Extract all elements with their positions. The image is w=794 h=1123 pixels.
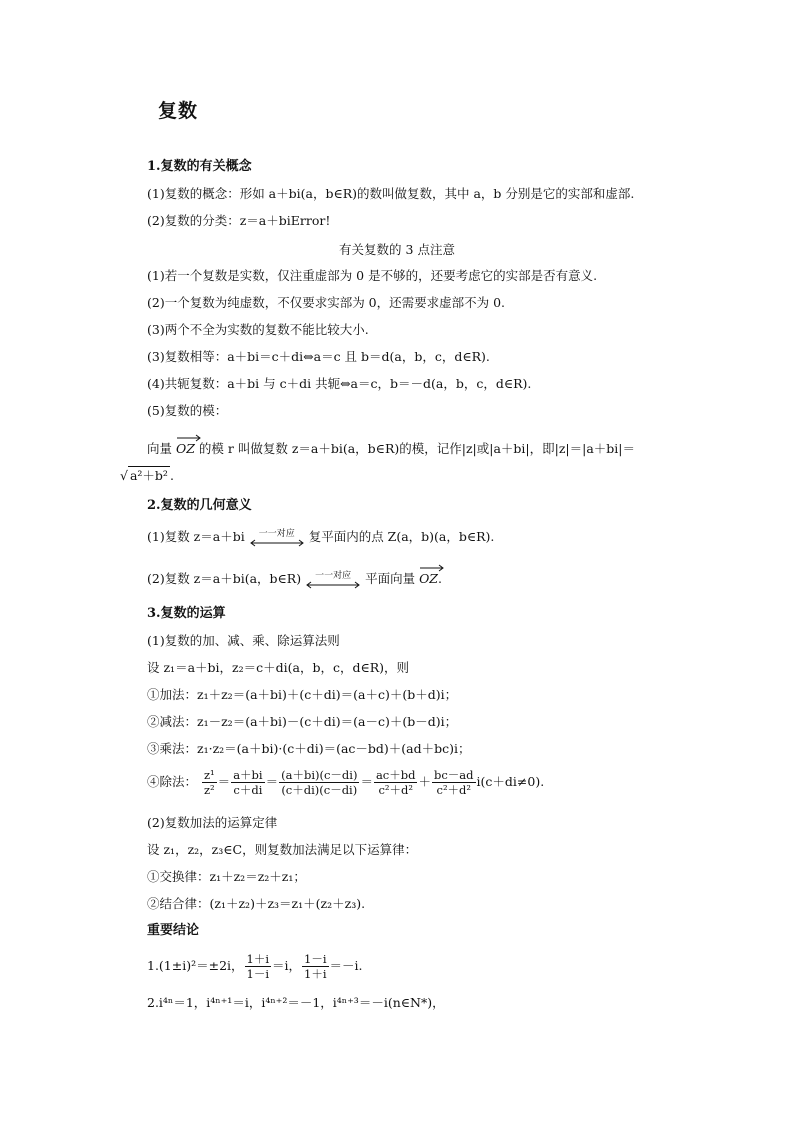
formula-div: ④除法： $\frac{\text{z¹}}{\text{z²}}$ ＝ $\frac{a+bi}{c+di}$ ＝ $\frac{(a+bi)(c-di)}{(c+di)(c-di)}$ ＝ $\frac{ac+bd}{\text{c²＋d²}}$ ＋ $\frac{bc-ad}{\text{c²＋d²}}$ i(c＋di≠0). bbox=[147, 768, 545, 797]
paragraph: (1)复数的概念：形如 a＋bi(a，b∈R)的数叫做复数，其中 a，b 分别是它的实部和虚部. bbox=[147, 186, 635, 201]
text-fragment: 复平面内的点 Z(a，b)(a，b∈R). bbox=[308, 529, 495, 544]
section-heading-3: 3.复数的运算 bbox=[147, 606, 226, 621]
arrow-label: 一一对应 bbox=[315, 570, 352, 581]
paragraph: (1)复数的加、减、乘、除运算法则 bbox=[147, 633, 340, 648]
conclusion-2: 2.i⁴ⁿ＝1，i⁴ⁿ⁺¹＝i，i⁴ⁿ⁺²＝－1，i⁴ⁿ⁺³＝－i(n∈N*)， bbox=[147, 995, 445, 1010]
vector-oz bbox=[419, 564, 438, 588]
page-title: 复数 bbox=[158, 100, 199, 122]
fraction: $\frac{bc-ad}{\text{c²＋d²}}$ bbox=[434, 768, 474, 797]
paragraph: (4)共轭复数：a＋bi 与 c＋di 共轭⇔a＝c，b＝－d(a，b，c，d∈R). bbox=[147, 376, 532, 391]
sqrt-content: a²＋b² bbox=[129, 468, 168, 483]
text-fragment: . bbox=[438, 571, 442, 586]
section-heading-2: 2.复数的几何意义 bbox=[147, 498, 252, 513]
section-heading-1: 1.复数的有关概念 bbox=[147, 159, 252, 174]
section-heading-4: 重要结论 bbox=[147, 923, 200, 938]
correspondence-arrow bbox=[305, 571, 361, 589]
law-associative: ②结合律：(z₁＋z₂)＋z₃＝z₁＋(z₂＋z₃). bbox=[147, 896, 366, 911]
text-fragment: ④除法： bbox=[147, 774, 198, 789]
vector-arrow-icon bbox=[176, 434, 202, 442]
text-fragment: i(c＋di≠0). bbox=[476, 774, 545, 789]
fraction: $\frac{1-i}{1+i}$ bbox=[304, 952, 327, 981]
text-fragment: 向量 bbox=[147, 441, 173, 456]
text-fragment: ＝－i. bbox=[329, 958, 363, 973]
note-item: (3)两个不全为实数的复数不能比较大小. bbox=[147, 322, 369, 337]
double-arrow-icon bbox=[249, 539, 305, 547]
text-fragment: 1.(1±i)²＝±2i， bbox=[147, 958, 244, 973]
fraction: $\frac{1+i}{1-i}$ bbox=[246, 952, 270, 981]
fraction: $\frac{a+bi}{c+di}$ bbox=[233, 768, 263, 797]
vector-label: OZ bbox=[419, 571, 438, 586]
correspondence-arrow bbox=[249, 529, 305, 547]
note-item: (1)若一个复数是实数，仅注重虚部为 0 是不够的，还要考虑它的实部是否有意义. bbox=[147, 268, 598, 283]
formula-add: ①加法：z₁＋z₂＝(a＋bi)＋(c＋di)＝(a＋c)＋(b＋d)i； bbox=[147, 687, 458, 702]
text-fragment: 平面向量 bbox=[365, 571, 416, 586]
paragraph: (2)复数的分类：z＝a＋biError! bbox=[147, 213, 331, 228]
arrow-label: 一一对应 bbox=[258, 528, 295, 539]
sqrt-line bbox=[120, 466, 174, 485]
text-fragment: . bbox=[169, 468, 174, 483]
text-fragment: 的模 r 叫做复数 z＝a＋bi(a，b∈R)的模，记作|z|或|a＋bi|，即|z|＝|a＋bi|＝ bbox=[198, 441, 635, 456]
paragraph: (3)复数相等：a＋bi＝c＋di⇔a＝c 且 b＝d(a，b，c，d∈R). bbox=[147, 349, 490, 364]
law-commutative: ①交换律：z₁＋z₂＝z₂＋z₁； bbox=[147, 869, 306, 884]
conclusion-1 bbox=[147, 952, 363, 981]
note-title: 有关复数的 3 点注意 bbox=[339, 242, 455, 257]
paragraph: (2)复数加法的运算定律 bbox=[147, 815, 278, 830]
text-fragment: (2)复数 z＝a＋bi(a，b∈R) bbox=[147, 571, 302, 586]
paragraph: (5)复数的模： bbox=[147, 403, 228, 418]
geometric-line-1 bbox=[147, 528, 494, 547]
fraction: $\frac{ac+bd}{\text{c²＋d²}}$ bbox=[375, 768, 416, 797]
vector-arrow-icon bbox=[419, 564, 445, 572]
formula-sub: ②减法：z₁－z₂＝(a＋bi)－(c＋di)＝(a－c)＋(b－d)i； bbox=[147, 714, 458, 729]
double-arrow-icon bbox=[305, 581, 361, 589]
paragraph: 设 z₁＝a＋bi，z₂＝c＋di(a，b，c，d∈R)，则 bbox=[147, 660, 409, 675]
text-fragment: (1)复数 z＝a＋bi bbox=[147, 529, 245, 544]
paragraph: 设 z₁，z₂，z₃∈C，则复数加法满足以下运算律： bbox=[147, 842, 418, 857]
sqrt-icon: √ bbox=[120, 468, 128, 483]
note-item: (2)一个复数为纯虚数，不仅要求实部为 0，还需要求虚部不为 0. bbox=[147, 295, 506, 310]
geometric-line-2 bbox=[147, 564, 442, 589]
modulus-line bbox=[147, 434, 635, 458]
vector-oz bbox=[176, 434, 195, 458]
formula-mul: ③乘法：z₁·z₂＝(a＋bi)·(c＋di)＝(ac－bd)＋(ad＋bc)i； bbox=[147, 741, 471, 756]
fraction: $\frac{\text{z¹}}{\text{z²}}$ bbox=[204, 768, 215, 797]
vector-label: OZ bbox=[176, 441, 195, 456]
text-fragment: ＝i， bbox=[272, 958, 302, 973]
fraction: $\frac{(a+bi)(c-di)}{(c+di)(c-di)}$ bbox=[281, 768, 358, 797]
